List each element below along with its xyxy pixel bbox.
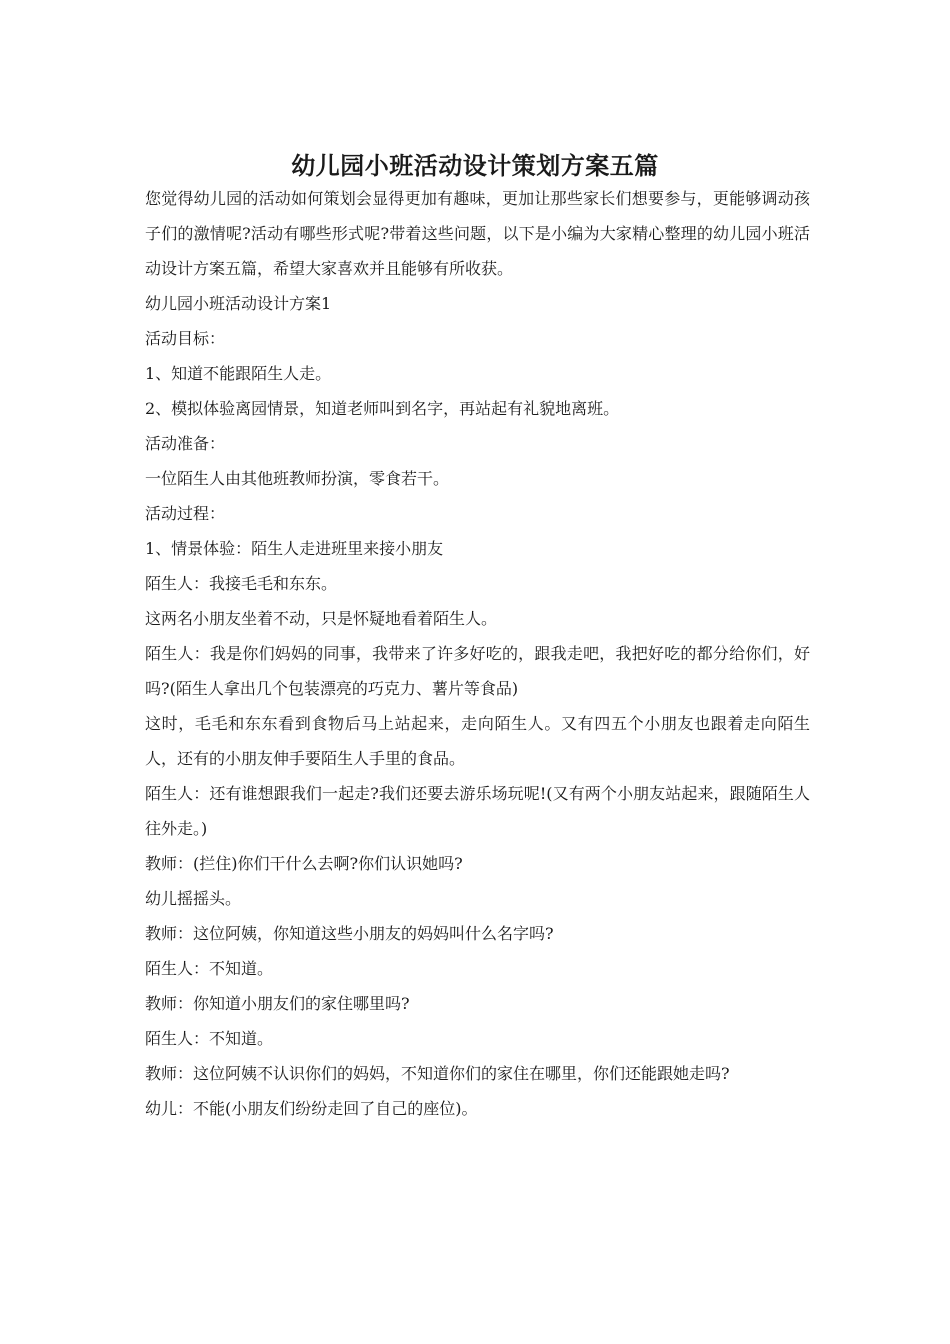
section-heading: 幼儿园小班活动设计方案1 [145,294,332,313]
dialogue-line: 陌生人：我接毛毛和东东。 [145,574,338,593]
dialogue-line: 这时，毛毛和东东看到食物后马上站起来，走向陌生人。又有四五个小朋友也跟着走向陌生人，还有的小朋友伸手要陌生人手里的食品。 [145,714,810,768]
activity-process-heading: 活动过程： [145,504,226,523]
goal-item: 1、知道不能跟陌生人走。 [145,364,332,383]
dialogue-line: 陌生人：不知道。 [145,1029,274,1048]
process-step: 1、情景体验：陌生人走进班里来接小朋友 [145,539,444,558]
dialogue-line: 陌生人：不知道。 [145,959,274,978]
activity-prep-heading: 活动准备： [145,434,226,453]
dialogue-line: 教师：这位阿姨，你知道这些小朋友的妈妈叫什么名字吗? [145,924,554,943]
dialogue-line: 教师：(拦住)你们干什么去啊?你们认识她吗? [145,854,463,873]
prep-text: 一位陌生人由其他班教师扮演，零食若干。 [145,469,450,488]
intro-paragraph: 您觉得幼儿园的活动如何策划会显得更加有趣味，更加让那些家长们想要参与，更能够调动孩子们的激情呢?活动有哪些形式呢?带着这些问题，以下是小编为大家精心整理的幼儿园小班活动设计方案五篇，希望大家喜欢并且能够有所收获。 [145,189,810,278]
activity-goal-heading: 活动目标： [145,329,226,348]
goal-item: 2、模拟体验离园情景，知道老师叫到名字，再站起有礼貌地离班。 [145,399,620,418]
dialogue-line: 陌生人：我是你们妈妈的同事，我带来了许多好吃的，跟我走吧，我把好吃的都分给你们，好吗?(陌生人拿出几个包装漂亮的巧克力、薯片等食品) [145,644,810,698]
dialogue-line: 教师：这位阿姨不认识你们的妈妈，不知道你们的家住在哪里，你们还能跟她走吗? [145,1064,730,1083]
dialogue-line: 幼儿摇摇头。 [145,889,242,908]
dialogue-line: 陌生人：还有谁想跟我们一起走?我们还要去游乐场玩呢!(又有两个小朋友站起来，跟随陌生人往外走。) [145,784,810,838]
dialogue-line: 教师：你知道小朋友们的家住哪里吗? [145,994,410,1013]
document-body [145,181,810,1126]
dialogue-line: 幼儿：不能(小朋友们纷纷走回了自己的座位)。 [145,1099,478,1118]
dialogue-line: 这两名小朋友坐着不动，只是怀疑地看着陌生人。 [145,609,498,628]
document-title: 幼儿园小班活动设计策划方案五篇 [291,151,659,181]
